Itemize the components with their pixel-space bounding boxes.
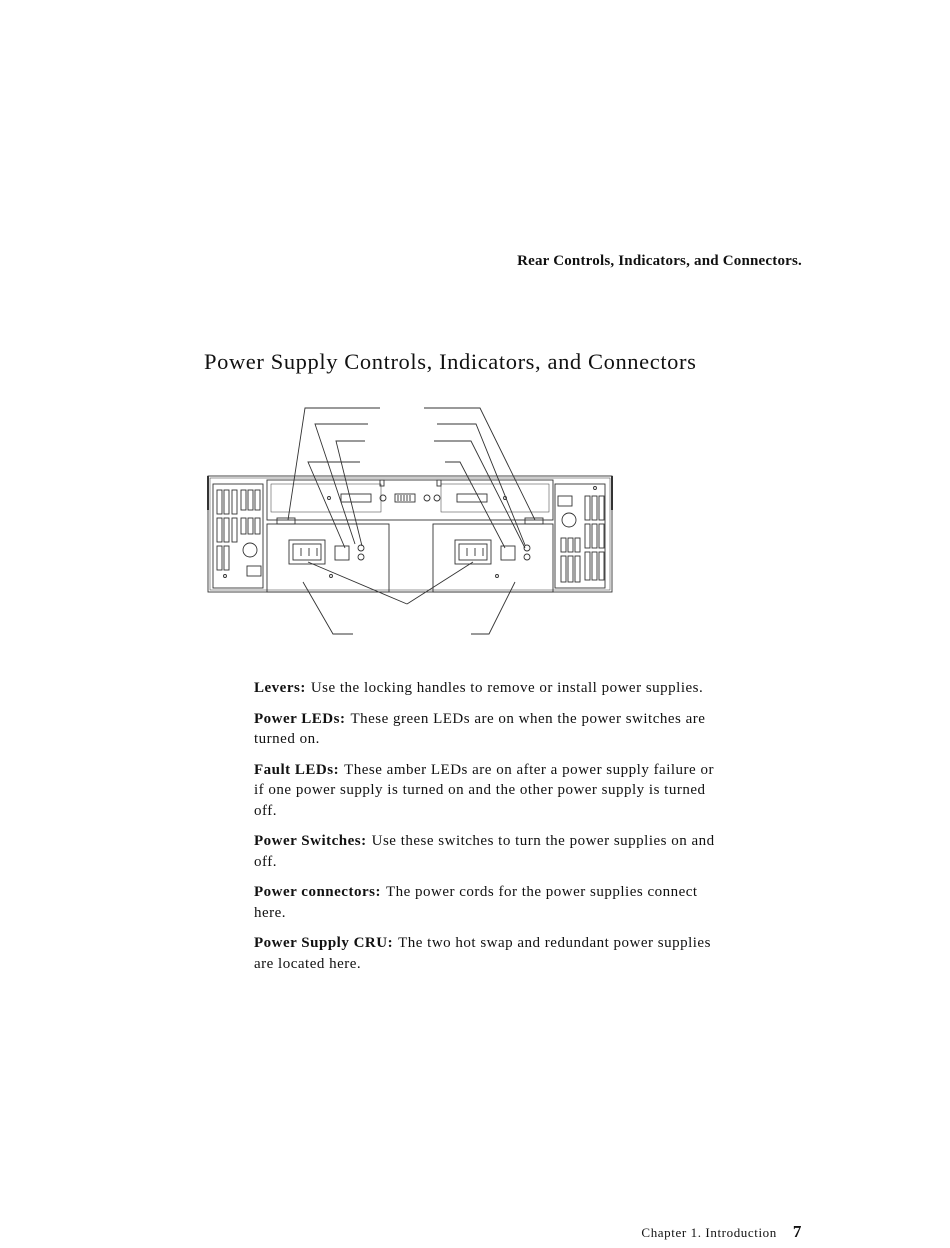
page-number: 7 [792,1222,802,1241]
definition-power-connectors [254,882,724,923]
footer-chapter: Chapter 1. Introduction [641,1225,777,1240]
definition-term: Power Switches: [254,833,367,849]
definition-text: Use these switches to turn the power supplies on and off. [254,833,715,870]
definition-term: Power connectors: [254,884,381,900]
definition-text: These amber LEDs are on after a power supply failure or if one power supply is turned on and the other power supply is turned off. [254,761,714,819]
right-side-panel [555,484,605,588]
definition-term: Power Supply CRU: [254,935,394,951]
definition-levers [254,678,724,699]
power-supply-rear-panel-diagram-icon [205,400,617,640]
definition-fault-leds [254,760,724,822]
definition-power-supply-cru [254,933,724,974]
left-side-panel [213,484,263,588]
definition-term: Power LEDs: [254,710,346,727]
callout-lines-bottom [303,562,515,634]
left-power-supply [267,524,389,592]
power-supply-figure [205,400,617,640]
definition-term: Levers: [254,680,306,696]
controller-area [267,480,553,524]
right-power-supply [433,524,553,592]
definition-text: These green LEDs are on when the power switches are turned on. [254,710,706,747]
definition-term: Fault LEDs: [254,761,340,778]
definition-list [254,678,724,984]
definition-text: The two hot swap and redundant power supplies are located here. [254,935,711,972]
page-footer [641,1222,802,1242]
definition-power-switches [254,831,724,872]
section-title: Power Supply Controls, Indicators, and Connectors [204,349,697,374]
definition-text: The power cords for the power supplies connect here. [254,884,698,921]
definition-text: Use the locking handles to remove or install power supplies. [310,680,704,696]
definition-power-leds [254,709,724,750]
running-header: Rear Controls, Indicators, and Connectors. [517,253,802,269]
